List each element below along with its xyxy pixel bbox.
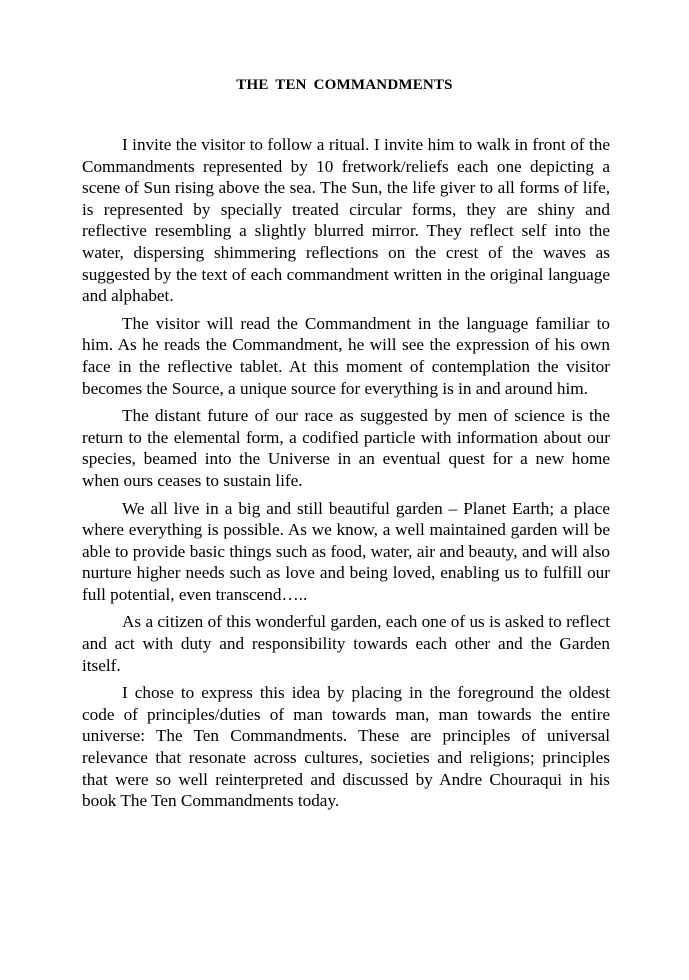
paragraph-5: As a citizen of this wonderful garden, each one of us is asked to reflect and act with duty and responsibility towards each other and the Garden itself. — [82, 612, 610, 675]
paragraph-1: I invite the visitor to follow a ritual. I invite him to walk in front of the Commandments represented by 10 fretwork/reliefs each one depicting a scene of Sun rising above the sea. The Sun, the life giver to all forms of life, is represented by specially treated circular forms, they are shiny and reflective resembling a slightly blurred mirror. They reflect self into the water, dispersing shimmering reflections on the crest of the waves as suggested by the text of each commandment written in the original language and alphabet. — [82, 135, 610, 306]
paragraph-4: We all live in a big and still beautiful garden – Planet Earth; a place where everything is possible. As we know, a well maintained garden will be able to provide basic things such as food, water, air and beauty, and will also nurture higher needs such as love and being loved, enabling us to fulfill our full potential, even transcend….. — [82, 498, 610, 604]
paragraph-6: I chose to express this idea by placing in the foreground the oldest code of principles/duties of man towards man, man towards the entire universe: The Ten Commandments. These are principles of universal relevance that resonate across cultures, societies and religions; principles that were so well reinterpreted and discussed by Andre Chouraqui in his book The Ten Commandments today. — [82, 683, 610, 811]
paragraph-2: The visitor will read the Commandment in the language familiar to him. As he reads the Commandment, he will see the expression of his own face in the reflective tablet. At this moment of contemplation the visitor becomes the Source, a unique source for everything is in and around him. — [82, 313, 610, 398]
document-title: THE TEN COMMANDMENTS — [236, 77, 453, 93]
paragraph-3: The distant future of our race as suggested by men of science is the return to the elemental form, a codified particle with information about our species, beamed into the Universe in an eventual quest for a new home when ours ceases to sustain life. — [82, 406, 610, 490]
document-body — [82, 134, 610, 818]
